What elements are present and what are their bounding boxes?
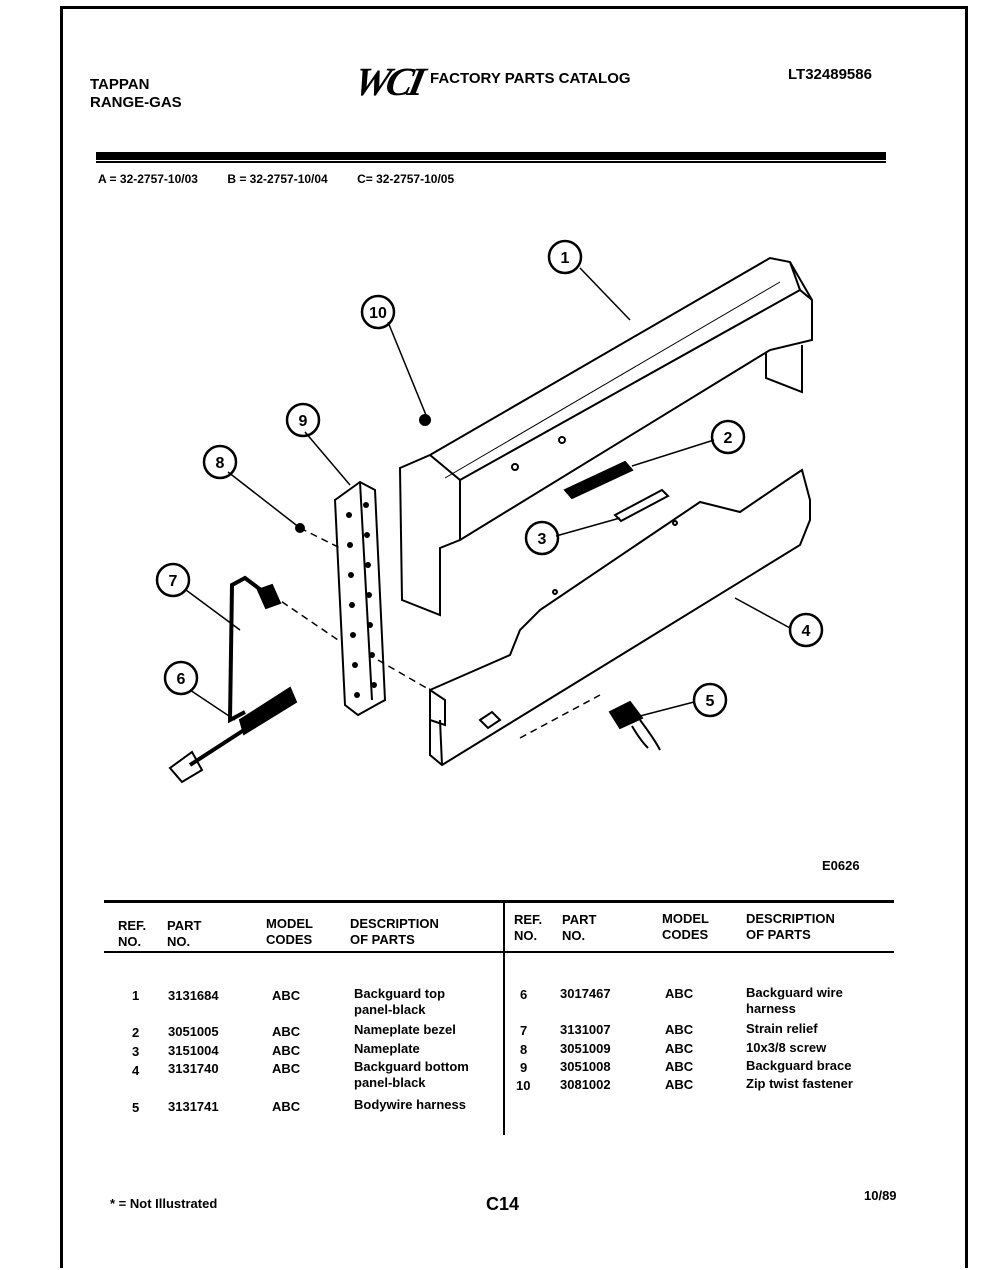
table-row-desc: Nameplate — [354, 1041, 420, 1056]
figure-code: E0626 — [822, 858, 860, 873]
backguard-top-panel — [400, 258, 812, 615]
table-row-ref: 9 — [520, 1060, 528, 1075]
table-row-ref: 5 — [132, 1100, 140, 1115]
backguard-brace — [335, 482, 385, 715]
table-row-codes: ABC — [665, 1041, 694, 1056]
table-rule-top — [104, 900, 894, 903]
callout-markers — [157, 241, 822, 716]
table-row-desc: Backguard wire harness — [746, 985, 843, 1016]
table-row-desc: Backguard brace — [746, 1058, 852, 1073]
header-model-codes-right: MODEL CODES — [662, 911, 709, 942]
callout-10: 10 — [369, 305, 387, 322]
callout-8: 8 — [215, 455, 225, 472]
product-type: RANGE-GAS — [90, 94, 182, 111]
header-part-no-right: PART NO. — [562, 912, 597, 943]
header-part-no-left: PART NO. — [167, 918, 202, 949]
table-row-desc: Backguard top panel-black — [354, 986, 446, 1017]
table-row-codes: ABC — [665, 1059, 694, 1074]
zip-twist-fastener — [420, 415, 430, 425]
table-row-ref: 6 — [520, 987, 528, 1002]
table-row-ref: 7 — [520, 1023, 528, 1038]
callout-7: 7 — [168, 573, 178, 590]
not-illustrated-note: * = Not Illustrated — [110, 1196, 218, 1211]
brand-name: TAPPAN — [90, 76, 150, 93]
callout-3: 3 — [537, 531, 547, 548]
table-row-codes: ABC — [272, 1024, 301, 1039]
table-row-codes: ABC — [665, 1022, 694, 1037]
callout-4: 4 — [801, 623, 811, 640]
header-ref-no-right: REF. NO. — [514, 912, 543, 943]
table-row-part: 3051005 — [168, 1024, 219, 1039]
header-description-right: DESCRIPTION OF PARTS — [746, 911, 835, 942]
variant-a: A = 32-2757-10/03 — [98, 172, 198, 186]
table-rule-header — [104, 951, 894, 953]
leader-lines — [186, 268, 790, 720]
table-row-part: 3131007 — [560, 1022, 611, 1037]
header-ref-no-left: REF. NO. — [118, 918, 147, 949]
table-row-ref: 4 — [132, 1063, 140, 1078]
callout-9: 9 — [298, 413, 308, 430]
table-column-divider — [503, 903, 505, 1135]
header-description-left: DESCRIPTION OF PARTS — [350, 916, 439, 947]
table-row-part: 3081002 — [560, 1077, 611, 1092]
table-row-codes: ABC — [272, 988, 301, 1003]
table-row-ref: 2 — [132, 1025, 140, 1040]
table-row-ref: 10 — [516, 1078, 531, 1093]
table-row-codes: ABC — [665, 986, 694, 1001]
backguard-wire-harness — [170, 578, 296, 782]
nameplate — [615, 490, 668, 521]
variant-c: C= 32-2757-10/05 — [357, 172, 455, 186]
catalog-title: FACTORY PARTS CATALOG — [430, 70, 631, 87]
table-row-codes: ABC — [665, 1077, 694, 1092]
table-row-desc: Backguard bottom panel-black — [354, 1059, 469, 1090]
table-row-part: 3151004 — [168, 1043, 219, 1058]
table-row-ref: 3 — [132, 1044, 140, 1059]
table-row-desc: Zip twist fastener — [746, 1076, 853, 1091]
table-row-part: 3051009 — [560, 1041, 611, 1056]
table-row-desc: Bodywire harness — [354, 1097, 466, 1112]
table-row-part: 3017467 — [560, 986, 611, 1001]
callout-1: 1 — [560, 250, 570, 267]
table-row-part: 3051008 — [560, 1059, 611, 1074]
table-row-codes: ABC — [272, 1061, 301, 1076]
callout-2: 2 — [723, 430, 733, 447]
bodywire-harness — [610, 702, 660, 750]
table-row-part: 3131741 — [168, 1099, 219, 1114]
table-row-desc: 10x3/8 screw — [746, 1040, 827, 1055]
callout-5: 5 — [705, 693, 715, 710]
table-row-ref: 8 — [520, 1042, 528, 1057]
model-number: LT32489586 — [788, 66, 872, 83]
revision-date: 10/89 — [864, 1188, 897, 1203]
header-model-codes-left: MODEL CODES — [266, 916, 313, 947]
table-row-codes: ABC — [272, 1043, 301, 1058]
table-row-part: 3131740 — [168, 1061, 219, 1076]
table-row-part: 3131684 — [168, 988, 219, 1003]
table-row-desc: Strain relief — [746, 1021, 818, 1036]
variant-b: B = 32-2757-10/04 — [227, 172, 328, 186]
callout-labels — [169, 250, 811, 710]
table-row-desc: Nameplate bezel — [354, 1022, 456, 1037]
table-row-ref: 1 — [132, 988, 140, 1003]
table-row-codes: ABC — [272, 1099, 301, 1114]
page-code: C14 — [486, 1194, 520, 1214]
alignment-lines — [272, 528, 600, 738]
callout-6: 6 — [176, 671, 186, 688]
wci-logo: WCI — [350, 59, 426, 104]
